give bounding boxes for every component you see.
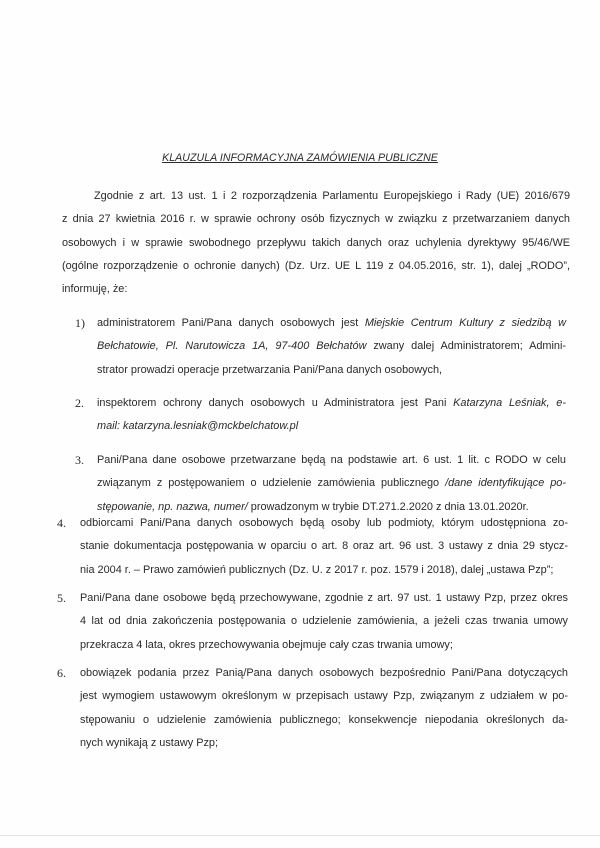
text: związanym z postępowaniem o udzielenie zamówienia publicznego [97, 477, 446, 490]
text: jest wymogiem ustawowym określonym w przepisach ustawy Pzp, związanym z udziałem w po- [80, 690, 568, 703]
list-item-line [80, 535, 568, 558]
intro-line: z dnia 27 kwietnia 2016 r. w sprawie ochrony osób fizycznych w związku z przetwarzaniem danych [62, 213, 570, 226]
list-item-text [97, 449, 566, 519]
list-item-line [80, 610, 568, 633]
list-item-text [80, 512, 568, 582]
italic-text: Katarzyna Leśniak, e- [453, 397, 566, 409]
text: strator prowadzi operacje przetwarzania Pani/Pana danych osobowych, [97, 363, 443, 376]
text: Pani/Pana dane osobowe przetwarzane będą na podstawie art. 6 ust. 1 lit. c RODO w celu [97, 454, 566, 466]
list-item-text [97, 392, 566, 439]
text: przekracza 4 lata, okres przechowywania obejmuje cały czas trwania umowy; [80, 638, 453, 651]
list-item-line [80, 587, 568, 610]
intro-line: osobowych i w sprawie swobodnego przepływu takich danych oraz uchylenia dyrektywy 95/46/WE [62, 236, 570, 249]
text: administratorem Pani/Pana danych osobowych jest [97, 317, 365, 329]
list-item-text [97, 312, 566, 382]
intro-paragraph [62, 185, 570, 301]
scan-edge-divider [0, 835, 600, 836]
text: obowiązek podania przez Panią/Pana danych osobowych bezpośrednio Pani/Pana dotyczących [80, 667, 568, 679]
list-item-line [80, 732, 568, 755]
list-item-line [97, 449, 566, 472]
document-title: KLAUZULA INFORMACYJNA ZAMÓWIENIA PUBLICZNE [162, 152, 438, 164]
text: odbiorcami Pani/Pana danych osobowych będą osoby lub podmioty, którym udostępniona zo- [80, 517, 568, 529]
text: nych wynikają z ustawy Pzp; [80, 736, 219, 749]
italic-text: stępowanie, np. nazwa, numer/ [97, 500, 248, 513]
text: nia 2004 r. – Prawo zamówień publicznych (Dz. U. z 2017 r. poz. 1579 i 2018), dalej „ustawa Pzp”; [80, 563, 554, 576]
text: prowadzonym w trybie DT.271.2.2020 z dnia 13.01.2020r. [247, 500, 529, 513]
intro-line: informuję, że: [62, 283, 128, 296]
list-item-number: 1) [75, 316, 85, 330]
list-item-line [97, 472, 566, 495]
italic-text: Bełchatowie, Pl. Narutowicza 1A, 97-400 Bełchatów [97, 340, 367, 353]
text: stanie dokumentacja postępowania w oparciu o art. 8 oraz art. 96 ust. 3 ustawy z dnia 29 stycz- [80, 540, 568, 553]
text: 4 lat od dnia zakończenia postępowania o udzielenie zamówienia, a jeżeli czas trwania umowy [80, 615, 568, 628]
list-item-line [97, 335, 566, 358]
list-item-number: 4. [57, 516, 66, 530]
list-item-text [80, 587, 568, 657]
text: zwany dalej Administratorem; Admini- [366, 340, 566, 353]
list-item-line [80, 685, 568, 708]
list-item-text [80, 662, 568, 755]
intro-line: (ogólne rozporządzenie o ochronie danych) (Dz. Urz. UE L 119 z 04.05.2016, str. 1), dalej „RODO”, [62, 259, 570, 272]
list-item-line [97, 415, 566, 438]
list-item-line [80, 709, 568, 732]
text: stępowaniu o udzielenie zamówienia publicznego; konsekwencje niepodania określonych da- [80, 713, 568, 726]
list-item-line [97, 359, 566, 382]
italic-text: mail: katarzyna.lesniak@mckbelchatow.pl [97, 420, 299, 433]
italic-text: /dane identyfikujące po- [445, 477, 566, 490]
list-item-line [80, 662, 568, 685]
list-item-number: 5. [57, 591, 66, 605]
list-item-line [97, 392, 566, 415]
intro-line: Zgodnie z art. 13 ust. 1 i 2 rozporządzenia Parlamentu Europejskiego i Rady (UE) 2016/679 [94, 190, 570, 202]
list-item-line [80, 559, 568, 582]
list-item-line [97, 312, 566, 335]
text: Pani/Pana dane osobowe będą przechowywane, zgodnie z art. 97 ust. 1 ustawy Pzp, przez okres [80, 592, 568, 604]
list-item-number: 6. [57, 666, 66, 680]
list-item-line [80, 512, 568, 535]
list-item-line [80, 634, 568, 657]
text: inspektorem ochrony danych osobowych u Administratora jest Pani [97, 397, 454, 409]
list-item-number: 2. [75, 396, 84, 410]
italic-text: Miejskie Centrum Kultury z siedzibą w [364, 317, 566, 329]
list-item-number: 3. [75, 453, 84, 467]
